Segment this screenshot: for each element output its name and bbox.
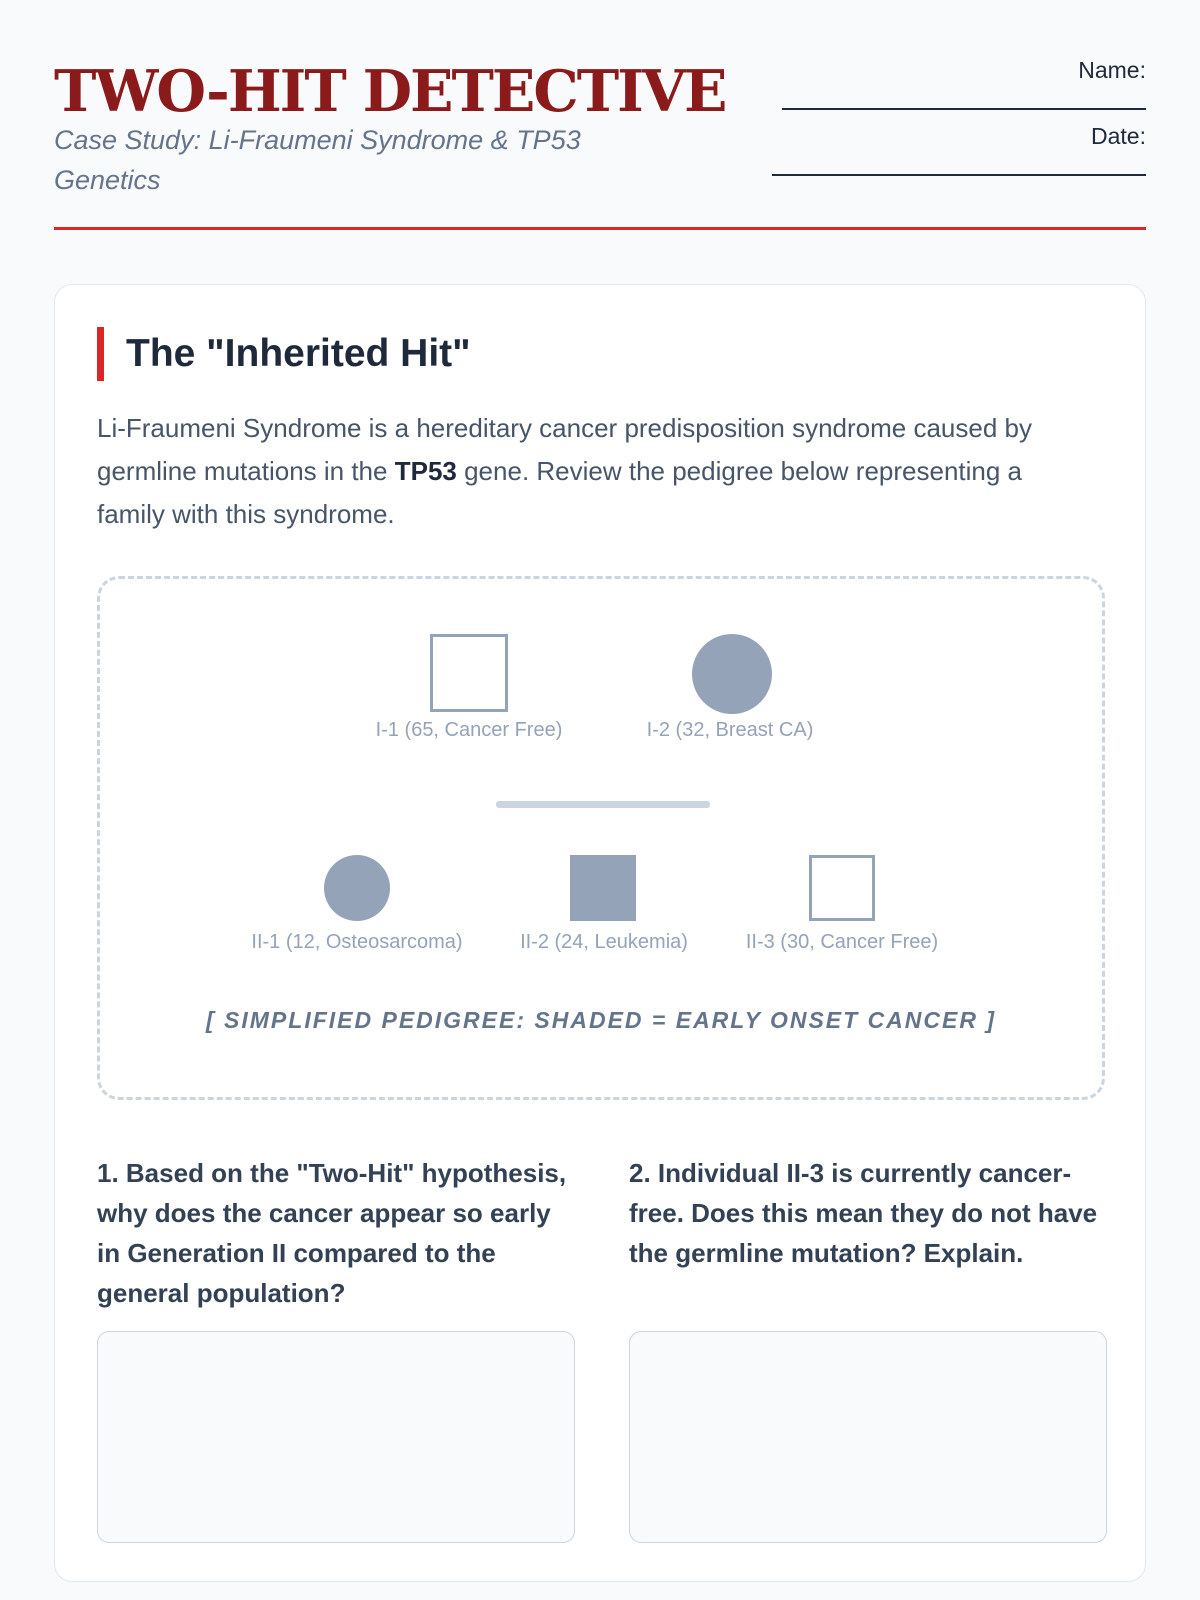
student-info: [766, 54, 1146, 186]
intro-text-after: gene. Review the pedigree below representing a family with this syndrome.: [97, 456, 1023, 529]
pedigree-symbol-ii-2: [570, 855, 636, 921]
date-label: Date:: [1091, 123, 1146, 149]
answer-box-1[interactable]: [97, 1331, 575, 1543]
intro-text-before: Li-Fraumeni Syndrome is a hereditary cancer predisposition syndrome caused by germline mutations in the: [97, 413, 1032, 486]
pedigree-symbol-i-2: [692, 634, 772, 714]
date-field[interactable]: [772, 174, 1146, 176]
gene-name: TP53: [394, 456, 457, 486]
pedigree-diagram: [97, 576, 1105, 1100]
answer-box-2[interactable]: [629, 1331, 1107, 1543]
question-1: 1. Based on the "Two-Hit" hypothesis, why does the cancer appear so early in Generation II compared to the general population?: [97, 1158, 567, 1308]
pedigree-symbol-ii-1: [324, 855, 390, 921]
worksheet-title: TWO-HIT DETECTIVE: [54, 58, 726, 125]
pedigree-label-ii-3: II-3 (30, Cancer Free): [745, 931, 939, 953]
case-study-card: [54, 284, 1146, 1582]
mating-line: [496, 801, 710, 808]
name-field[interactable]: [782, 108, 1146, 110]
worksheet-header: [54, 0, 1146, 230]
pedigree-caption: [ SIMPLIFIED PEDIGREE: SHADED = EARLY ONSET CANCER ]: [205, 1007, 997, 1033]
section-title: The "Inherited Hit": [97, 327, 471, 381]
intro-paragraph: [97, 407, 1097, 536]
pedigree-label-ii-1: II-1 (12, Osteosarcoma): [251, 931, 463, 953]
pedigree-symbol-ii-3: [809, 855, 875, 921]
pedigree-label-i-1: I-1 (65, Cancer Free): [375, 719, 563, 741]
name-label: Name:: [1078, 57, 1146, 83]
pedigree-label-i-2: I-2 (32, Breast CA): [646, 719, 814, 741]
worksheet-subtitle: Case Study: Li-Fraumeni Syndrome & TP53 Genetics: [54, 125, 581, 195]
pedigree-label-ii-2: II-2 (24, Leukemia): [520, 931, 688, 953]
pedigree-symbol-i-1: [430, 634, 508, 712]
question-2: 2. Individual II-3 is currently cancer-free. Does this mean they do not have the germline mutation? Explain.: [629, 1158, 1098, 1268]
